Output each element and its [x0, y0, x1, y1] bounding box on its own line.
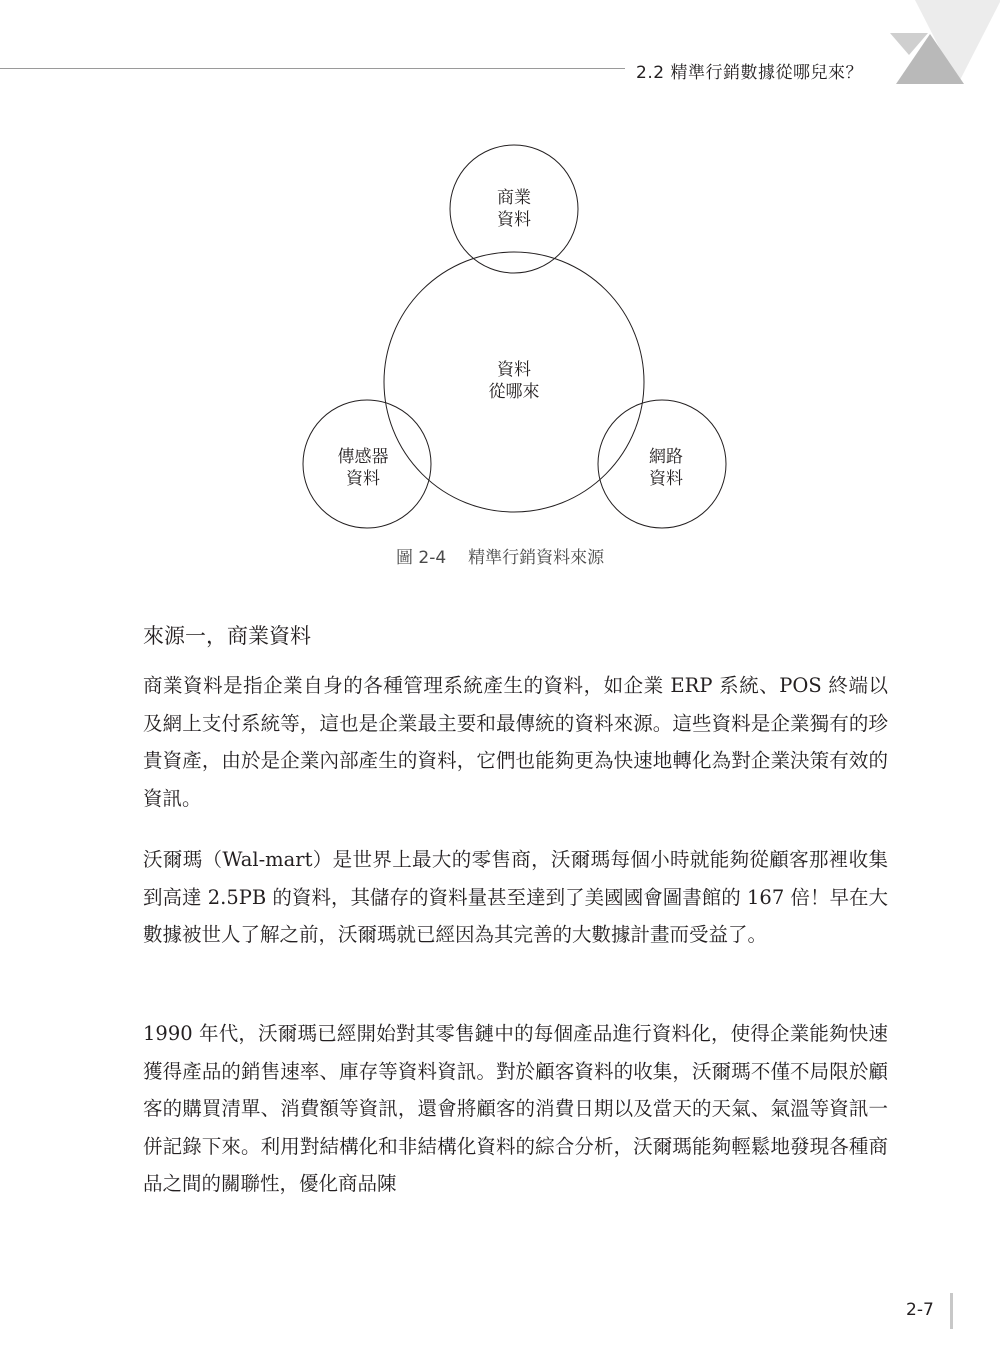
figure-number: 圖 2-4 — [396, 548, 447, 568]
label-line: 資料 — [346, 469, 380, 489]
label-line: 資料 — [649, 469, 683, 489]
paragraph: 商業資料是指企業自身的各種管理系統產生的資料，如企業 ERP 系統、POS 終端以及網上支付系統等，這也是企業最主要和最傳統的資料來源。這些資料是企業獨有的珍貴資產，由於是企業內部產生的資料，它們也能夠更為快速地轉化為對企業決策有效的資訊。 — [143, 674, 888, 810]
section-heading: 來源一，商業資料 — [143, 624, 311, 648]
label-business-data — [454, 187, 574, 231]
label-line: 資料 — [497, 360, 531, 380]
label-line: 資料 — [497, 210, 531, 230]
paragraph: 1990 年代，沃爾瑪已經開始對其零售鏈中的每個產品進行資料化，使得企業能夠快速獲得產品的銷售速率、庫存等資料資訊。對於顧客資料的收集，沃爾瑪不僅不局限於顧客的購買清單、消費額等資訊，還會將顧客的消費日期以及當天的天氣、氣溫等資訊一併記錄下來。利用對結構化和非結構化資料的綜合分析，沃爾瑪能夠輕鬆地發現各種商品之間的關聯性，優化商品陳 — [143, 1022, 888, 1195]
diagram-circles — [0, 0, 1000, 560]
label-line: 商業 — [497, 188, 531, 208]
page-number: 2-7 — [906, 1300, 934, 1320]
figure-title: 精準行銷資料來源 — [468, 548, 605, 568]
label-network-data — [606, 446, 726, 490]
label-sensor-data — [303, 446, 423, 490]
figure-caption — [396, 543, 604, 568]
label-line: 網路 — [649, 447, 683, 467]
data-source-diagram — [0, 0, 1000, 568]
label-line: 從哪來 — [488, 382, 540, 402]
section-header-title: 2.2 精準行銷數據從哪兒來？ — [636, 63, 863, 83]
label-line: 傳感器 — [337, 447, 389, 467]
paragraph: 沃爾瑪（Wal-mart）是世界上最大的零售商，沃爾瑪每個小時就能夠從顧客那裡收集到高達 2.5PB 的資料，其儲存的資料量甚至達到了美國國會圖書館的 167 倍！早在大數據被世人了解之前，沃爾瑪就已經因為其完善的大數據計畫而受益了。 — [143, 848, 888, 946]
footer-bar — [950, 1293, 953, 1329]
label-data-origin — [454, 359, 574, 403]
